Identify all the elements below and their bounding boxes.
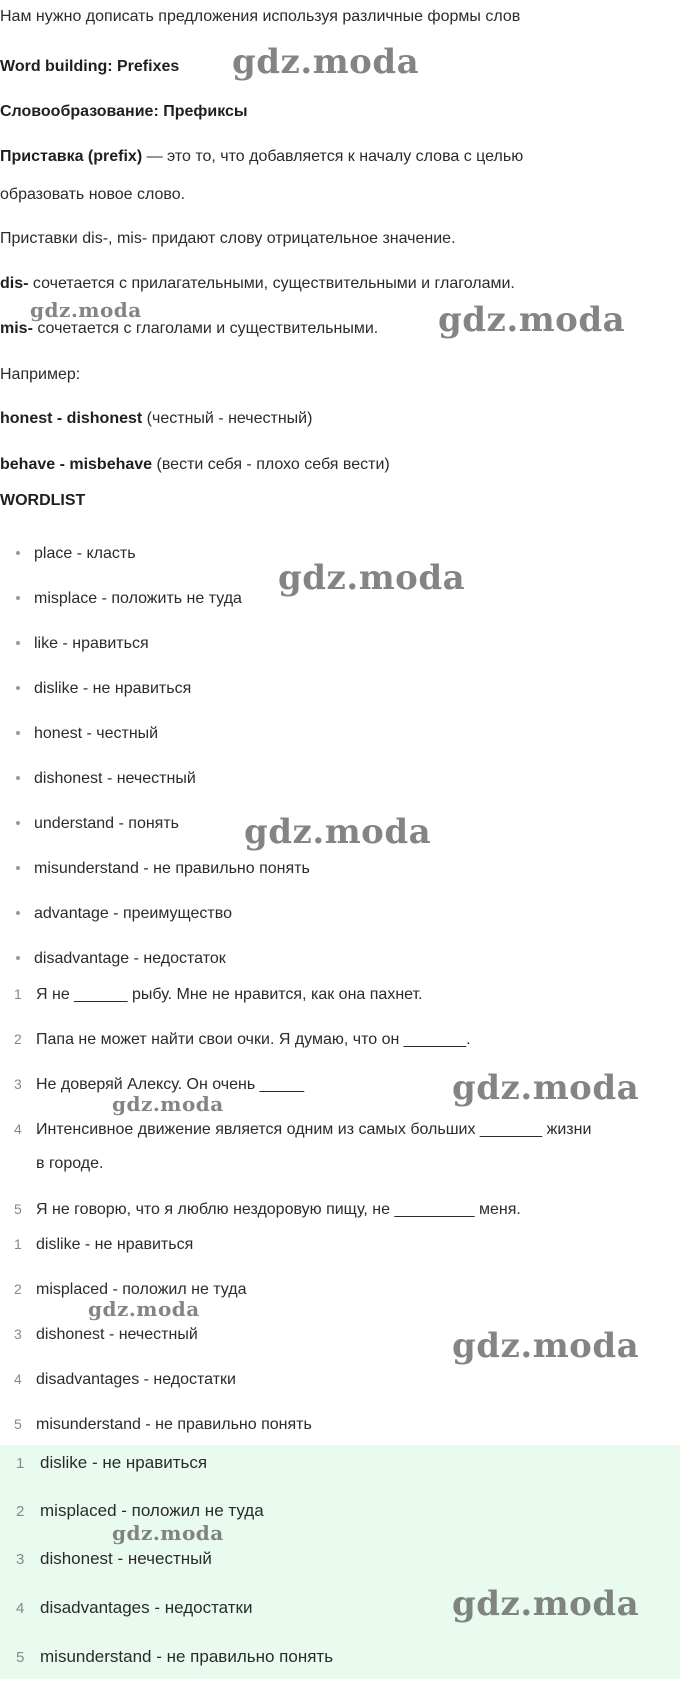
answer-box-item: 2 misplaced - положил не туда [16, 1501, 264, 1520]
list-item: understand - понять [16, 813, 179, 835]
bullet-icon [16, 956, 20, 960]
watermark: gdz.moda [452, 1326, 640, 1366]
dis-rule: dis- сочетается с прилагательными, существительными и глаголами. [0, 275, 515, 292]
bullet-icon [16, 776, 20, 780]
watermark: gdz.moda [452, 1068, 640, 1108]
mis-rule: mis- сочетается с глаголами и существительными. [0, 320, 379, 337]
example-1: honest - dishonest (честный - нечестный) [0, 410, 313, 427]
answer-box-item: 5 misunderstand - не правильно понять [16, 1647, 334, 1666]
watermark: gdz.moda [232, 42, 420, 82]
watermark: gdz.moda [88, 1297, 200, 1321]
answer-item: 1 dislike - не нравиться [14, 1236, 194, 1253]
definition-line-2: образовать новое слово. [0, 186, 186, 203]
watermark: gdz.moda [112, 1521, 224, 1545]
answer-item: 3 dishonest - нечестный [14, 1326, 198, 1343]
exercise-item: 4 Интенсивное движение является одним из самых больших _______ жизни [14, 1121, 592, 1138]
bullet-icon [16, 821, 20, 825]
bullet-icon [16, 731, 20, 735]
exercise-item: 1 Я не ______ рыбу. Мне не нравится, как она пахнет. [14, 986, 423, 1003]
list-item: honest - честный [16, 723, 158, 745]
list-item: misplace - положить не туда [16, 588, 242, 610]
answer-item: 2 misplaced - положил не туда [14, 1281, 247, 1298]
bullet-icon [16, 911, 20, 915]
wordlist-title: WORDLIST [0, 492, 86, 509]
definition-line-1: Приставка (prefix) — это то, что добавляется к началу слова с целью [0, 148, 524, 165]
title-en: Word building: Prefixes [0, 58, 180, 75]
bullet-icon [16, 551, 20, 555]
list-item: misunderstand - не правильно понять [16, 858, 310, 880]
exercise-item-continuation: в городе. [36, 1155, 104, 1172]
bullet-icon [16, 866, 20, 870]
list-item: disadvantage - недостаток [16, 948, 226, 970]
bullet-icon [16, 641, 20, 645]
watermark: gdz.moda [244, 812, 432, 852]
answer-box-item: 4 disadvantages - недостатки [16, 1598, 253, 1617]
intro-text: Нам нужно дописать предложения используя различные формы слов [0, 8, 521, 25]
answer-box-item: 3 dishonest - нечестный [16, 1549, 212, 1568]
watermark: gdz.moda [30, 298, 142, 322]
watermark: gdz.moda [278, 558, 466, 598]
negative-meaning-text: Приставки dis-, mis- придают слову отрицательное значение. [0, 230, 456, 247]
list-item: advantage - преимущество [16, 903, 232, 925]
watermark: gdz.moda [112, 1092, 224, 1116]
exercise-item: 5 Я не говорю, что я люблю нездоровую пищу, не _________ меня. [14, 1201, 521, 1218]
exercise-item: 2 Папа не может найти свои очки. Я думаю, что он _______. [14, 1031, 471, 1048]
watermark: gdz.moda [452, 1584, 640, 1624]
title-ru: Словообразование: Префиксы [0, 103, 248, 120]
answer-item: 5 misunderstand - не правильно понять [14, 1416, 312, 1433]
answer-item: 4 disadvantages - недостатки [14, 1371, 236, 1388]
example-2: behave - misbehave (вести себя - плохо себя вести) [0, 456, 390, 473]
list-item: like - нравиться [16, 633, 149, 655]
list-item: dislike - не нравиться [16, 678, 191, 700]
bullet-icon [16, 686, 20, 690]
list-item: dishonest - нечестный [16, 768, 196, 790]
exercise-item: 3 Не доверяй Алексу. Он очень _____ [14, 1076, 305, 1093]
watermark: gdz.moda [438, 300, 626, 340]
answer-box-item: 1 dislike - не нравиться [16, 1453, 208, 1472]
list-item: place - класть [16, 543, 136, 565]
bullet-icon [16, 596, 20, 600]
example-label: Например: [0, 366, 81, 383]
